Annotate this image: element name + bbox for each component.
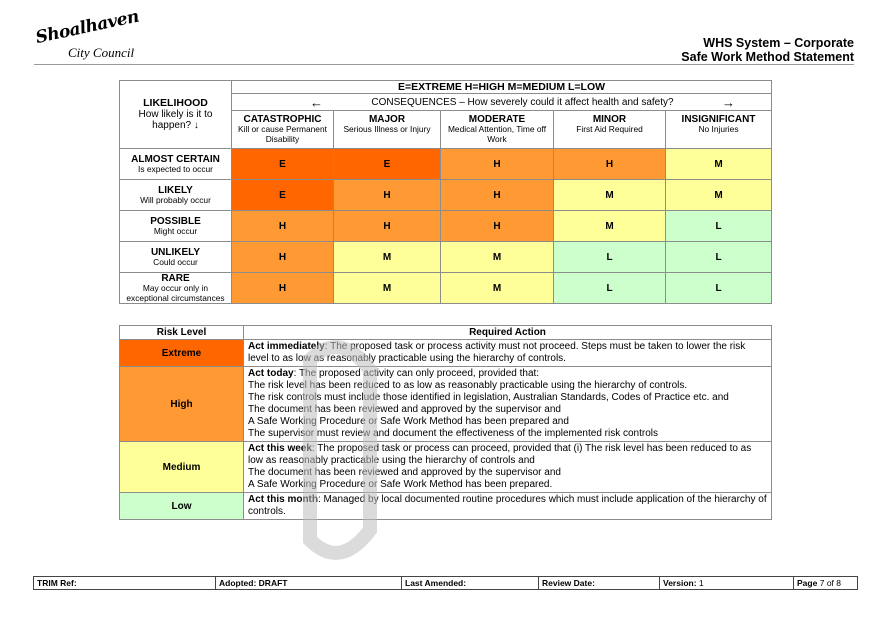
action-low	[244, 493, 772, 520]
required-action-header: Required Action	[244, 326, 772, 340]
row-title: POSSIBLE	[150, 215, 201, 227]
col-sub: Medical Attention, Time off Work	[447, 124, 547, 144]
likelihood-title: LIKELIHOOD	[143, 97, 208, 109]
risk-cell: L	[666, 242, 772, 273]
action-lead: Act this week	[248, 443, 312, 454]
arrow-right-icon: →	[722, 94, 735, 110]
col-title: MAJOR	[368, 114, 406, 125]
action-line: A Safe Working Procedure or Safe Work Method has been prepared.	[248, 479, 553, 490]
col-sub: Kill or cause Permanent Disability	[238, 124, 327, 144]
row-header	[120, 242, 232, 273]
risk-matrix-table	[119, 80, 772, 304]
footer-page-label: Page	[797, 578, 818, 588]
risk-cell: M	[334, 242, 441, 273]
matrix-row-almost-certain	[120, 149, 772, 180]
header-divider	[34, 64, 854, 65]
level-medium: Medium	[120, 442, 244, 493]
row-sub: May occur only in exceptional circumstances	[126, 283, 225, 303]
action-lead: Act immediately	[248, 341, 325, 352]
footer-version-label: Version:	[663, 578, 697, 588]
level-low: Low	[120, 493, 244, 520]
action-line: The document has been reviewed and approved by the supervisor and	[248, 404, 561, 415]
risk-cell: H	[232, 242, 334, 273]
likelihood-sub: How likely is it to happen? ↓	[138, 109, 213, 131]
action-lead: Act this month	[248, 494, 318, 505]
row-title: ALMOST CERTAIN	[131, 153, 220, 165]
matrix-row-rare	[120, 273, 772, 304]
action-line: The risk level has been reduced to as low as reasonably practicable using the hierarchy of controls.	[248, 380, 688, 391]
risk-cell: L	[666, 273, 772, 304]
risk-cell: H	[334, 180, 441, 211]
row-sub: Might occur	[153, 225, 198, 236]
risk-cell: M	[441, 273, 554, 304]
risk-cell: L	[554, 242, 666, 273]
consequences-header	[232, 94, 772, 111]
arrow-left-icon: ←	[310, 94, 323, 110]
action-line: A Safe Working Procedure or Safe Work Method has been prepared and	[248, 416, 569, 427]
col-header-minor	[554, 111, 666, 149]
action-text: : The proposed task or process can proceed, provided that (i) The risk level has been reduced to as low as reasonably practicable using the hierarchy of controls and	[248, 443, 752, 466]
footer-page-num: 7	[819, 578, 825, 588]
row-title: RARE	[161, 273, 190, 284]
level-high: High	[120, 367, 244, 442]
row-header	[120, 149, 232, 180]
row-header	[120, 211, 232, 242]
row-sub: Will probably occur	[140, 194, 211, 205]
matrix-row-likely	[120, 180, 772, 211]
row-sub: Is expected to occur	[138, 163, 213, 174]
risk-cell: H	[232, 211, 334, 242]
col-sub: Serious Illness or Injury	[343, 124, 431, 134]
col-header-moderate	[441, 111, 554, 149]
row-title: UNLIKELY	[150, 246, 201, 258]
footer-amended: Last Amended:	[402, 577, 539, 590]
risk-cell: M	[441, 242, 554, 273]
risk-cell: H	[554, 149, 666, 180]
risk-cell: E	[334, 149, 441, 180]
footer-adopted-label: Adopted:	[219, 578, 257, 588]
footer-review: Review Date:	[539, 577, 660, 590]
risk-cell: H	[232, 273, 334, 304]
footer-version	[660, 577, 794, 590]
footer-table	[33, 576, 858, 590]
action-text: : The proposed task or process activity must not proceed. Steps must be taken to lower the risk level to as low as reasonably practicable using the hierarchy of controls.	[248, 341, 746, 364]
risk-cell: M	[554, 180, 666, 211]
level-extreme: Extreme	[120, 340, 244, 367]
col-title: MINOR	[592, 114, 627, 125]
footer-page-of: of 8	[826, 578, 841, 588]
action-line: The document has been reviewed and approved by the supervisor and	[248, 467, 561, 478]
risk-cell: H	[334, 211, 441, 242]
footer-trim: TRIM Ref:	[34, 577, 216, 590]
risk-cell: M	[666, 180, 772, 211]
col-title: MODERATE	[468, 114, 526, 125]
footer-adopted-value: DRAFT	[258, 578, 288, 588]
matrix-row-possible	[120, 211, 772, 242]
footer-page	[794, 577, 858, 590]
col-header-catastrophic	[232, 111, 334, 149]
logo-line1: Shoalhaven	[33, 6, 141, 49]
row-sub: Could occur	[153, 256, 198, 267]
header-title: WHS System – Corporate	[703, 36, 854, 50]
action-lead: Act today	[248, 368, 294, 379]
document-header	[681, 36, 854, 64]
action-text: : The proposed activity can only proceed, provided that:	[293, 368, 540, 379]
col-header-major	[334, 111, 441, 149]
logo-line2: City Council	[68, 45, 135, 60]
matrix-row-unlikely	[120, 242, 772, 273]
action-text: : Managed by local documented routine procedures which must include application of the hierarchy of controls.	[248, 494, 767, 517]
col-sub: No Injuries	[698, 124, 739, 134]
risk-cell: L	[666, 211, 772, 242]
rating-legend: E=EXTREME H=HIGH M=MEDIUM L=LOW	[232, 81, 772, 94]
action-medium	[244, 442, 772, 493]
likelihood-header	[120, 81, 232, 149]
col-title: CATASTROPHIC	[243, 114, 322, 125]
footer-adopted	[216, 577, 402, 590]
action-extreme	[244, 340, 772, 367]
risk-level-header: Risk Level	[120, 326, 244, 340]
row-header	[120, 180, 232, 211]
risk-cell: M	[666, 149, 772, 180]
col-header-insignificant	[666, 111, 772, 149]
action-high	[244, 367, 772, 442]
risk-cell: H	[441, 149, 554, 180]
risk-cell: H	[441, 211, 554, 242]
risk-cell: M	[554, 211, 666, 242]
action-line: The supervisor must review and document the effectiveness of the implemented risk controls	[248, 428, 659, 439]
footer-version-value: 1	[698, 578, 704, 588]
action-line: The risk controls must include those identified in legislation, Australian Standards, Codes of Practice etc. and	[248, 392, 729, 403]
row-header	[120, 273, 232, 304]
row-title: LIKELY	[158, 184, 193, 196]
col-title: INSIGNIFICANT	[681, 114, 756, 125]
risk-cell: L	[554, 273, 666, 304]
consequences-text: CONSEQUENCES – How severely could it affect health and safety?	[371, 96, 674, 108]
col-sub: First Aid Required	[576, 124, 643, 134]
risk-cell: E	[232, 180, 334, 211]
required-action-table	[119, 325, 772, 520]
header-subtitle: Safe Work Method Statement	[681, 50, 854, 64]
risk-cell: M	[334, 273, 441, 304]
council-logo	[33, 6, 153, 62]
risk-cell: H	[441, 180, 554, 211]
risk-cell: E	[232, 149, 334, 180]
